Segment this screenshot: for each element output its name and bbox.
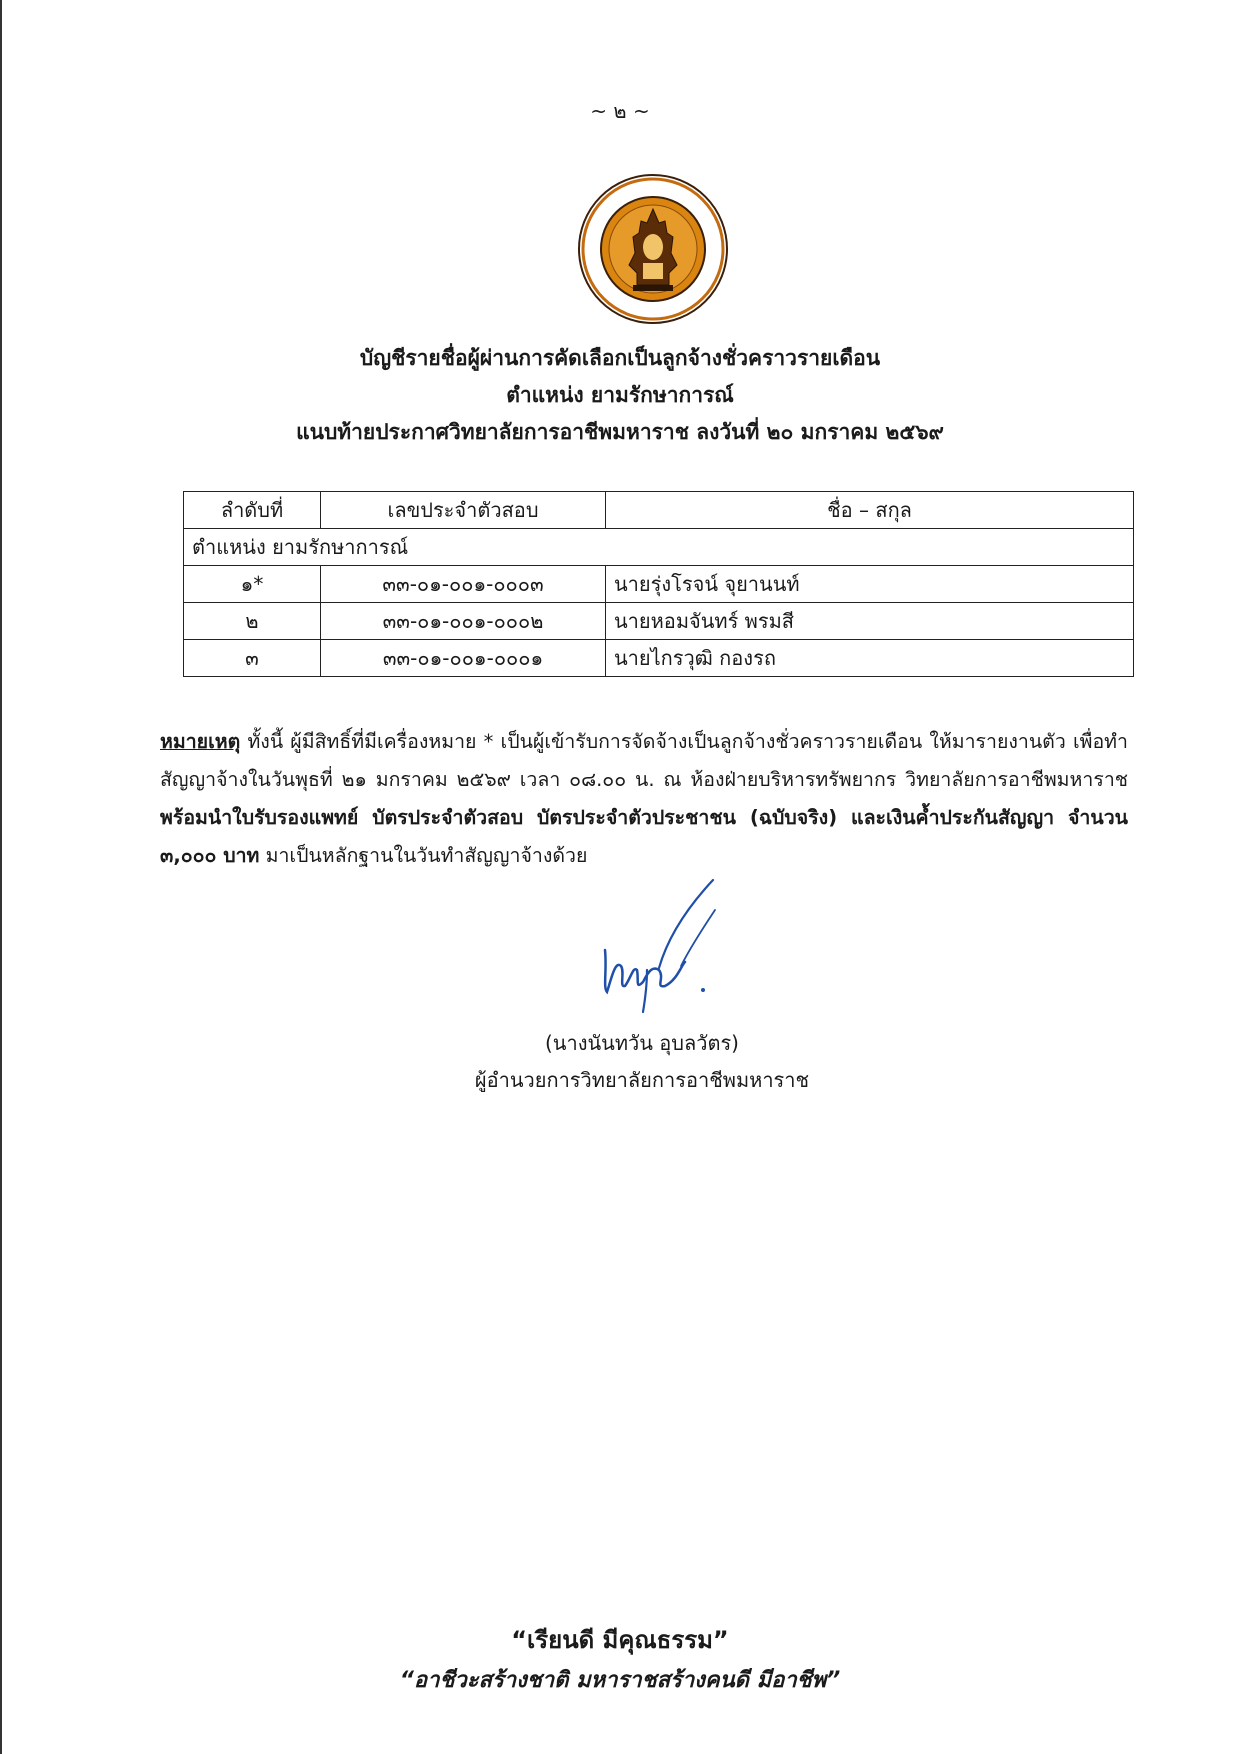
signer-position: ผู้อำนวยการวิทยาลัยการอาชีพมหาราช [474, 1068, 810, 1092]
title-line-2: ตำแหน่ง ยามรักษาการณ์ [506, 383, 734, 407]
row-seq: ๒ [184, 603, 321, 640]
footer-motto: “เรียนดี มีคุณธรรม” [511, 1626, 729, 1654]
candidate-table [183, 491, 1134, 677]
table-row [184, 640, 1134, 677]
row-exam-id: ๓๓-๐๑-๐๐๑-๐๐๐๑ [321, 640, 606, 677]
table-row [184, 566, 1134, 603]
signer-name: (นางนันทวัน อุบลวัตร) [545, 1031, 739, 1055]
handwritten-signature-icon [585, 870, 745, 1020]
table-header-row [184, 492, 1134, 529]
section-row [184, 529, 1134, 566]
row-exam-id: ๓๓-๐๑-๐๐๑-๐๐๐๓ [321, 566, 606, 603]
row-name: นายรุ่งโรจน์ จุยานนท์ [606, 566, 1134, 603]
section-label: ตำแหน่ง ยามรักษาการณ์ [184, 529, 1134, 566]
table-row [184, 603, 1134, 640]
row-exam-id: ๓๓-๐๑-๐๐๑-๐๐๐๒ [321, 603, 606, 640]
remark-text-1: ทั้งนี้ ผู้มีสิทธิ์ที่มีเครื่องหมาย * เป็นผู้เข้ารับการจัดจ้างเป็นลูกจ้างชั่วคราวรายเดือน ให้มารายงานตัว เพื่อทำสัญญาจ้างในวันพุธที่ ๒๑ มกราคม ๒๕๖๙ เวลา ๐๘.๐๐ น. ณ ห้องฝ่ายบริหารทรัพยากร วิทยาลัยการอาชีพมหาราช [160, 730, 1128, 791]
college-seal-icon [577, 173, 729, 325]
row-seq: ๑* [184, 566, 321, 603]
remark-text-2: มาเป็นหลักฐานในวันทำสัญญาจ้างด้วย [259, 844, 588, 867]
footer-slogan: “อาชีวะสร้างชาติ มหาราชสร้างคนดี มีอาชีพ” [399, 1668, 841, 1693]
header-name: ชื่อ – สกุล [606, 492, 1134, 529]
remark-paragraph [160, 723, 1128, 875]
row-seq: ๓ [184, 640, 321, 677]
header-seq: ลำดับที่ [184, 492, 321, 529]
page-edge-line [0, 0, 2, 1754]
signer-block [452, 1025, 832, 1099]
document-title [0, 340, 1240, 451]
page-number: ~ ๒ ~ [590, 99, 650, 123]
title-line-1: บัญชีรายชื่อผู้ผ่านการคัดเลือกเป็นลูกจ้างชั่วคราวรายเดือน [359, 346, 881, 370]
header-exam-id: เลขประจำตัวสอบ [321, 492, 606, 529]
row-name: นายหอมจันทร์ พรมสี [606, 603, 1134, 640]
row-name: นายไกรวุฒิ กองรถ [606, 640, 1134, 677]
remark-label: หมายเหตุ [160, 730, 241, 753]
remark-bold-text: พร้อมนำใบรับรองแพทย์ บัตรประจำตัวสอบ บัตรประจำตัวประชาชน (ฉบับจริง) และเงินค้ำประกันสัญญา จำนวน ๓,๐๐๐ บาท [160, 806, 1128, 867]
title-line-3: แนบท้ายประกาศวิทยาลัยการอาชีพมหาราช ลงวันที่ ๒๐ มกราคม ๒๕๖๙ [296, 420, 944, 444]
